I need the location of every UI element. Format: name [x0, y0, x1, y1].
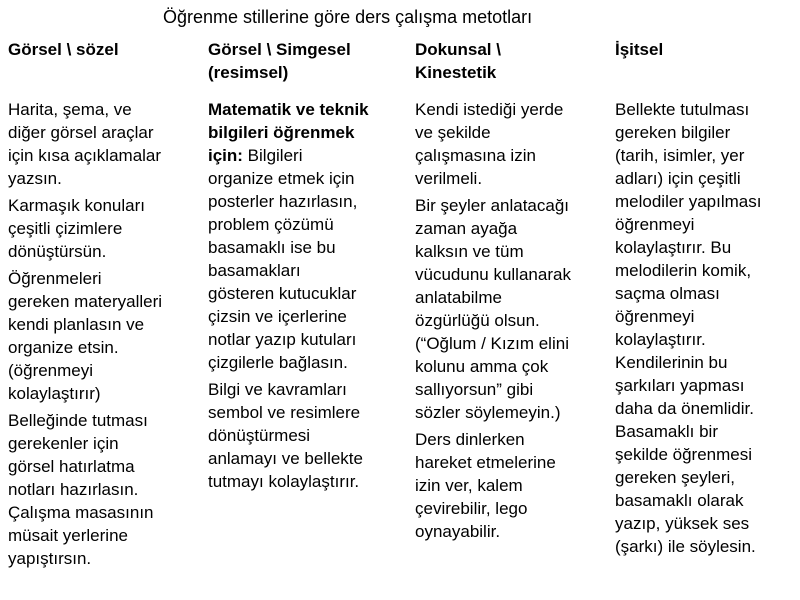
- column-paragraph: Belleğinde tutması gerekenler için görsel hatırlatma notları hazırlasın. Çalışma masasının müsait yerlerine yapıştırsın.: [8, 411, 154, 568]
- intro-bold-text: Matematik ve teknik bilgileri öğrenmek için:: [208, 100, 369, 165]
- column-header: İşitsel: [615, 40, 664, 59]
- column-paragraph: Öğrenmeleri gereken materyalleri kendi planlasın ve organize etsin. (öğrenmeyi kolaylaştırır): [8, 269, 163, 403]
- column-paragraph: [208, 98, 404, 374]
- column-dokunsal-kinestetik: [415, 38, 611, 547]
- column-paragraph: Bilgi ve kavramları sembol ve resimlere dönüştürmesi anlamayı ve bellekte tutmayı kolaylaştırır.: [208, 380, 363, 491]
- column-paragraph: Karmaşık konuları çeşitli çizimlere dönüştürsün.: [8, 196, 145, 261]
- column-header: Dokunsal \ Kinestetik: [415, 40, 501, 82]
- column-header: Görsel \ Simgesel (resimsel): [208, 40, 351, 82]
- column-paragraph: Bir şeyler anlatacağı zaman ayağa kalksın ve tüm vücudunu kullanarak anlatabilme özgürlüğü olsun. (“Oğlum / Kızım elini kolunu amma çok sallıyorsun” gibi sözler söylemeyin.): [415, 196, 571, 422]
- page-title: Öğrenme stillerine göre ders çalışma metotları: [163, 7, 533, 27]
- column-paragraph: Kendi istediği yerde ve şekilde çalışmasına izin verilmeli.: [415, 100, 564, 188]
- column-paragraph: Bellekte tutulması gereken bilgiler (tarih, isimler, yer adları) için çeşitli melodiler yapılması öğrenmeyi kolaylaştırır. Bu melodilerin komik, saçma olması öğrenmeyi kolaylaştırır. Kendilerinin bu şarkıları yapması daha da önemlidir. Basamaklı bir şekilde öğrenmesi gereken şeyleri, basamaklı olarak yazıp, yüksek ses (şarkı) ile söylesin.: [615, 100, 762, 556]
- column-isitsel: [615, 38, 795, 562]
- column-gorsel-simgesel: [208, 38, 404, 497]
- column-paragraph: Ders dinlerken hareket etmelerine izin ver, kalem çevirebilir, lego oynayabilir.: [415, 430, 556, 541]
- column-gorsel-sozel: [8, 38, 204, 574]
- intro-text: Bilgileri organize etmek için posterler hazırlasın, problem çözümü basamaklı ise bu basamakları gösteren kutucuklar çizsin ve içerlerine notlar yazıp kutuları çizgilerle bağlasın.: [208, 146, 358, 372]
- column-header: Görsel \ sözel: [8, 40, 119, 59]
- column-paragraph: Harita, şema, ve diğer görsel araçlar için kısa açıklamalar yazsın.: [8, 100, 162, 188]
